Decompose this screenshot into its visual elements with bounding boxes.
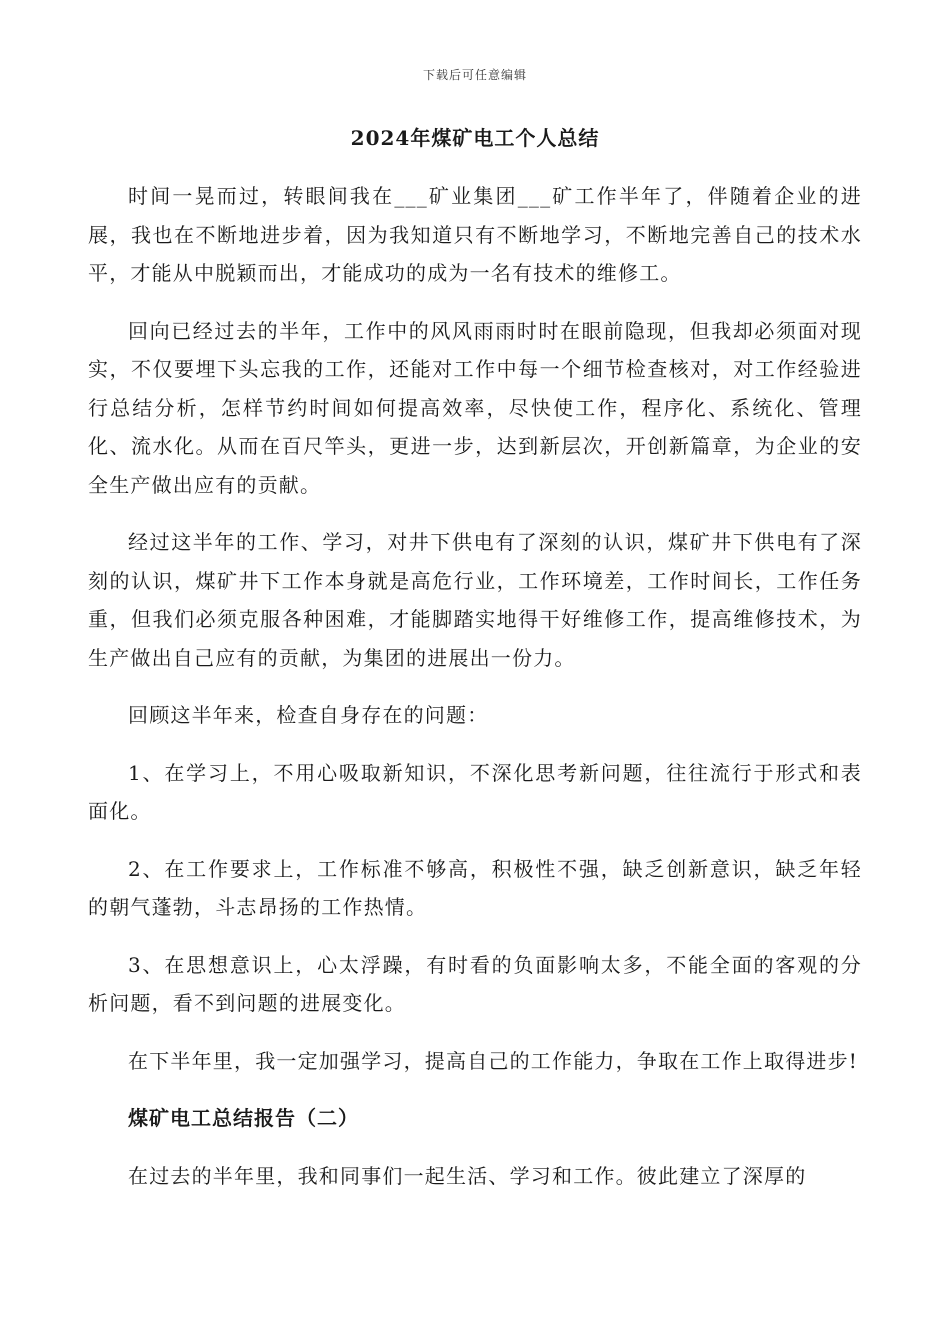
- paragraph: 经过这半年的工作、学习，对井下供电有了深刻的认识，煤矿井下供电有了深刻的认识，煤矿井下工作本身就是高危行业，工作环境差，工作时间长，工作任务重，但我们必须克服各种困难，才能脚踏实地得干好维修工作，提高维修技术，为生产做出自己应有的贡献，为集团的进展出一份力。: [88, 530, 862, 670]
- list-item: 3、在思想意识上，心太浮躁，有时看的负面影响太多，不能全面的客观的分析问题，看不到问题的进展变化。: [88, 952, 862, 1015]
- document-title: 2024年煤矿电工个人总结: [350, 126, 600, 150]
- header-note: 下载后可任意编辑: [422, 68, 527, 82]
- document-body: [88, 177, 862, 1214]
- paragraph: 回向已经过去的半年，工作中的风风雨雨时时在眼前隐现，但我却必须面对现实，不仅要埋下头忘我的工作，还能对工作中每一个细节检查核对，对工作经验进行总结分析，怎样节约时间如何提高效率，尽快使工作，程序化、系统化、管理化、流水化。从而在百尺竿头，更进一步，达到新层次，开创新篇章，为企业的安全生产做出应有的贡献。: [88, 318, 862, 497]
- list-item: 1、在学习上，不用心吸取新知识，不深化思考新问题，往往流行于形式和表面化。: [88, 760, 862, 823]
- paragraph: 回顾这半年来，检查自身存在的问题：: [128, 703, 489, 727]
- paragraph: 在过去的半年里，我和同事们一起生活、学习和工作。彼此建立了深厚的: [128, 1163, 807, 1188]
- paragraph: 在下半年里，我一定加强学习，提高自己的工作能力，争取在工作上取得进步!: [128, 1048, 859, 1073]
- list-item: 2、在工作要求上，工作标准不够高，积极性不强，缺乏创新意识，缺乏年轻的朝气蓬勃，斗志昂扬的工作热情。: [88, 856, 862, 919]
- section-title: 煤矿电工总结报告（二）: [128, 1106, 359, 1130]
- paragraph: 时间一晃而过，转眼间我在___矿业集团___矿工作半年了，伴随着企业的进展，我也在不断地进步着，因为我知道只有不断地学习，不断地完善自己的技术水平，才能从中脱颖而出，才能成功的成为一名有技术的维修工。: [88, 184, 862, 285]
